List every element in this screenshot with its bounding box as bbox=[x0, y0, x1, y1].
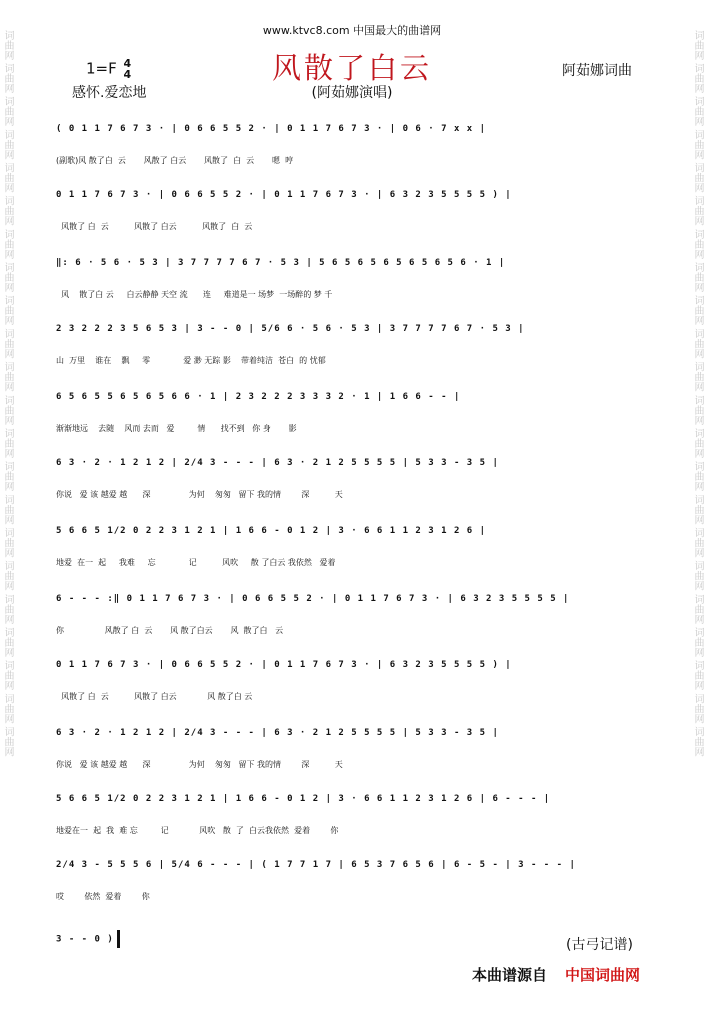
notation-line: ( 0 1 1 7 6 7 3 · | 0 6 6 5 5 2 · | 0 1 1 7 6 7 3 · | 0 6 · 7 x x | bbox=[56, 124, 487, 134]
lyric-line: 山 万里 谁在 飘 零 爱 渺 无踪 影 带着纯洁 苍白 的 忧郁 bbox=[56, 356, 326, 365]
left-watermark-strip bbox=[0, 0, 14, 1014]
notation-line: 5 6 6 5 1/2 0 2 2 3 1 2 1 | 1 6 6 - 0 1 2 | 3 · 6 6 1 1 2 3 1 2 6 | bbox=[56, 526, 487, 536]
final-barline bbox=[117, 930, 120, 948]
notation-text: 3 - - 0 ) bbox=[56, 934, 114, 945]
time-top: 4 bbox=[123, 57, 132, 70]
notation-line: 0 1 1 7 6 7 3 · | 0 6 6 5 5 2 · | 0 1 1 7 6 7 3 · | 6 3 2 3 5 5 5 5 ) | bbox=[56, 190, 512, 200]
key-label: 1=F bbox=[86, 59, 117, 78]
notation-line: ‖: 6 · 5 6 · 5 3 | 3 7 7 7 7 6 7 · 5 3 | 5 6 5 6 5 6 5 6 5 6 5 6 · 1 | bbox=[56, 258, 506, 268]
lyric-line: 风散了 白 云 风散了 白云 风 散了白 云 bbox=[56, 692, 253, 701]
lyric-line: (副歌)风 散了白 云 风散了 白云 风散了 白 云 嗯 哼 bbox=[56, 156, 294, 165]
notation-line: 0 1 1 7 6 7 3 · | 0 6 6 5 5 2 · | 0 1 1 7 6 7 3 · | 6 3 2 3 5 5 5 5 ) | bbox=[56, 660, 512, 670]
notation-line: 2 3 2 2 2 3 5 6 5 3 | 3 - - 0 | 5/6 6 · 5 6 · 5 3 | 3 7 7 7 7 6 7 · 5 3 | bbox=[56, 324, 525, 334]
lyric-line: 哎 依然 爱着 你 bbox=[56, 892, 150, 901]
singer-credit: (阿茹娜演唱) bbox=[311, 85, 393, 101]
lyric-line: 风 散了白 云 白云静静 天空 流 连 难道是一 场梦 一场醉的 梦 千 bbox=[56, 290, 333, 299]
right-watermark: 词曲网 词曲网 词曲网 词曲网 词曲网 词曲网 词曲网 词曲网 词曲网 词曲网 词曲网 词曲网 词曲网 词曲网 词曲网 词曲网 词曲网 词曲网 词曲网 词曲网 词曲网 词曲网 bbox=[692, 30, 703, 757]
lyric-line: 渐渐地远 去随 风而 去而 爱 情 找不到 你 身 影 bbox=[56, 424, 297, 433]
lyric-line: 你说 爱 该 越爱 越 深 为何 匆匆 留下 我的情 深 天 bbox=[56, 760, 343, 769]
source-label: 本曲谱源自 bbox=[472, 966, 548, 984]
lyric-line: 你说 爱 该 越爱 越 深 为何 匆匆 留下 我的情 深 天 bbox=[56, 490, 343, 499]
time-bottom: 4 bbox=[123, 68, 132, 81]
author-credit: 阿茹娜词曲 bbox=[562, 63, 632, 79]
lyric-line: 风散了 白 云 风散了 白云 风散了 白 云 bbox=[56, 222, 253, 231]
notation-line: 6 5 6 5 5 6 5 6 5 6 6 · 1 | 2 3 2 2 2 3 3 3 2 · 1 | 1 6 6 - - | bbox=[56, 392, 461, 402]
performance-mood: 感怀.爱恋地 bbox=[72, 85, 147, 101]
notation-line: 6 - - - :‖ 0 1 1 7 6 7 3 · | 0 6 6 5 5 2 · | 0 1 1 7 6 7 3 · | 6 3 2 3 5 5 5 5 | bbox=[56, 594, 570, 604]
site-banner: www.ktvc8.com 中国最大的曲谱网 bbox=[262, 24, 442, 37]
lyric-line: 你 风散了 白 云 风 散了白云 风 散了白 云 bbox=[56, 626, 284, 635]
transcriber-credit: (古弓记谱) bbox=[566, 937, 633, 953]
right-watermark-strip bbox=[690, 0, 704, 1014]
source-brand: 中国词曲网 bbox=[565, 966, 641, 984]
left-watermark: 词曲网 词曲网 词曲网 词曲网 词曲网 词曲网 词曲网 词曲网 词曲网 词曲网 词曲网 词曲网 词曲网 词曲网 词曲网 词曲网 词曲网 词曲网 词曲网 词曲网 词曲网 词曲网 bbox=[2, 30, 13, 757]
notation-line: 5 6 6 5 1/2 0 2 2 3 1 2 1 | 1 6 6 - 0 1 2 | 3 · 6 6 1 1 2 3 1 2 6 | 6 - - - | bbox=[56, 794, 551, 804]
notation-line: 2/4 3 - 5 5 5 6 | 5/4 6 - - - | ( 1 7 7 1 7 | 6 5 3 7 6 5 6 | 6 - 5 - | 3 - - - | bbox=[56, 860, 576, 870]
lyric-line: 地爱 在一 起 我难 忘 记 风吹 散 了白云 我依然 爱着 bbox=[56, 558, 336, 567]
song-title: 风散了白云 bbox=[271, 51, 432, 85]
notation-line: 6 3 · 2 · 1 2 1 2 | 2/4 3 - - - | 6 3 · 2 1 2 5 5 5 5 | 5 3 3 - 3 5 | bbox=[56, 458, 499, 468]
notation-line: 6 3 · 2 · 1 2 1 2 | 2/4 3 - - - | 6 3 · 2 1 2 5 5 5 5 | 5 3 3 - 3 5 | bbox=[56, 728, 499, 738]
source-credit bbox=[472, 964, 640, 985]
lyric-line: 地爱在一 起 我 难 忘 记 风吹 散 了 白云我依然 爱着 你 bbox=[56, 826, 339, 835]
